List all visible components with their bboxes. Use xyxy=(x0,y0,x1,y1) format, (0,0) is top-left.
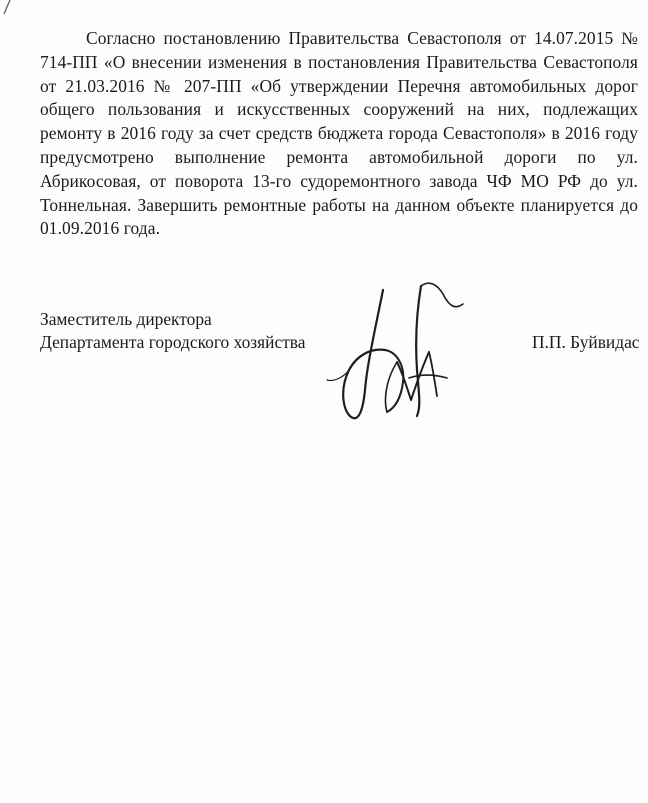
letter-body-paragraph: Согласно постановлению Правительства Севастополя от 14.07.2015 № 714-ПП «О внесении изменения в постановления Правительства Севастополя от 21.03.2016 № 207-ПП «Об утверждении Перечня автомобильных дорог общего пользования и искусственных сооружений на них, подлежащих ремонту в 2016 году за счет средств бюджета города Севастополя» в 2016 году предусмотрено выполнение ремонта автомобильной дороги по ул. Абрикосовая, от поворота 13-го судоремонтного завода ЧФ МО РФ до ул. Тоннельная. Завершить ремонтные работы на данном объекте планируется до 01.09.2016 года. xyxy=(40,28,638,239)
handwritten-signature xyxy=(325,270,475,430)
scan-corner-mark xyxy=(0,0,40,20)
signatory-title-line-2: Департамента городского хозяйства xyxy=(40,332,306,352)
signatory-name: П.П. Буйвидас xyxy=(532,332,640,352)
signatory-title-line-1: Заместитель директора xyxy=(40,309,212,329)
